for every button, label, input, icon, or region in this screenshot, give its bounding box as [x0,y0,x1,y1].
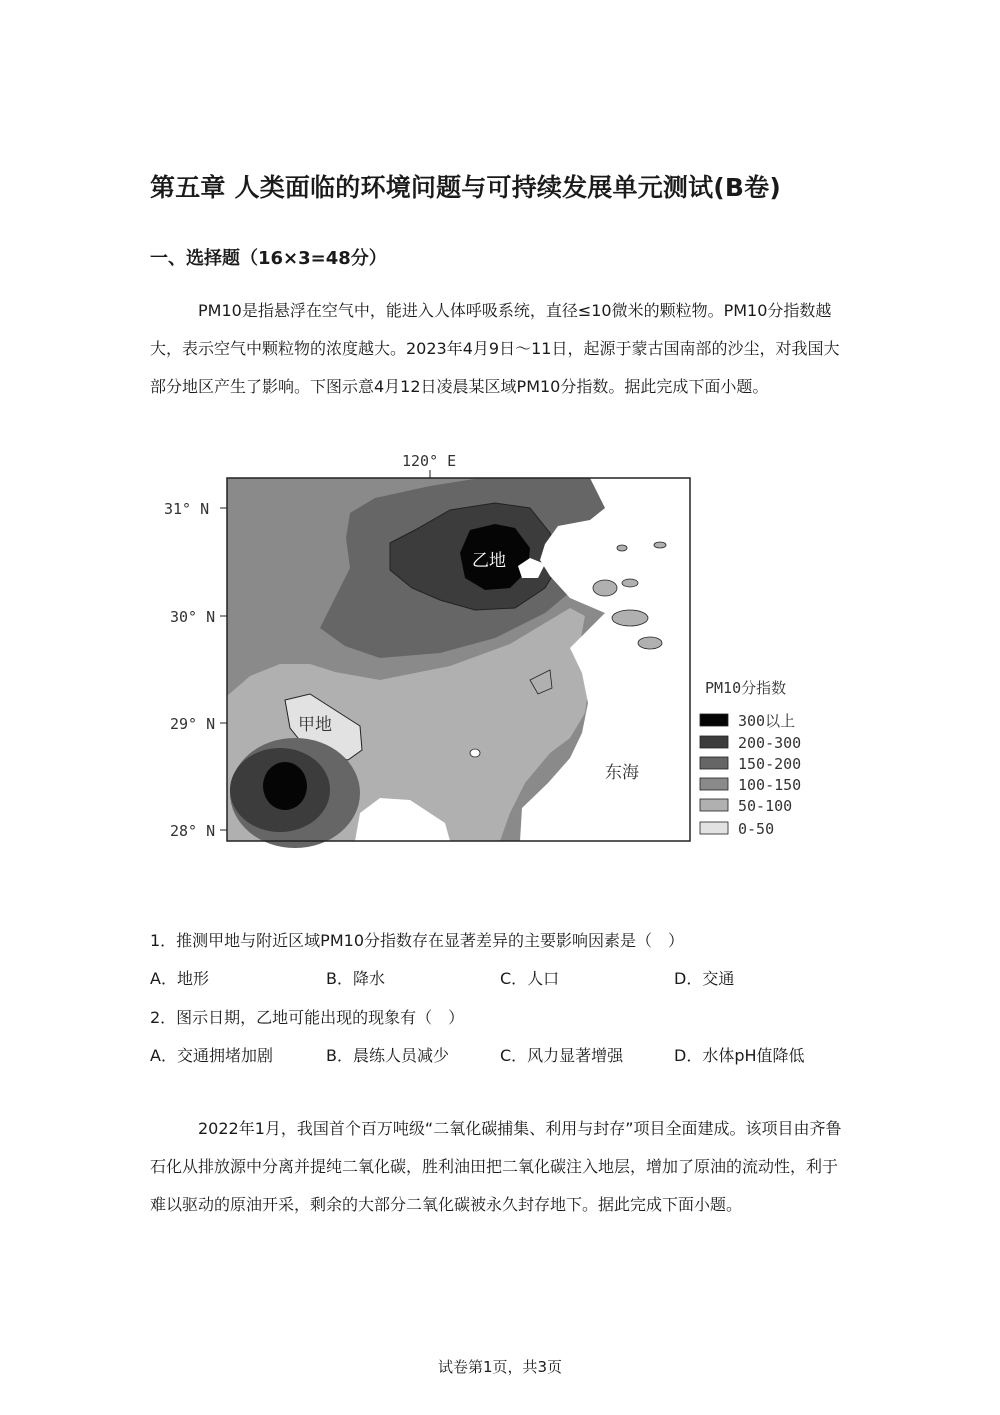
sw-core-300 [263,762,307,810]
question-2-options [150,1043,850,1067]
place-label-jia: 甲地 [298,715,332,735]
option-b[interactable]: B．降水 [326,969,385,988]
place-label-sea: 东海 [605,763,639,783]
legend-item-label: 200-300 [738,734,802,752]
legend-item-label: 150-200 [738,755,802,773]
legend-item-label: 300以上 [738,712,796,730]
option-d[interactable]: D．交通 [674,969,735,988]
option-a[interactable]: A．地形 [150,969,209,988]
latitude-label-28: 28° N [170,822,216,840]
legend-item-label: 100-150 [738,776,802,794]
latitude-label-30: 30° N [170,608,216,626]
passage-2-text: 2022年1月，我国首个百万吨级“二氧化碳捕集、利用与封存”项目全面建成。该项目由齐鲁石化从排放源中分离并提纯二氧化碳，胜利油田把二氧化碳注入地层，增加了原油的流动性，利于难以驱动的原油开采，剩余的大部分二氧化碳被永久封存地下。据此完成下面小题。 [150,1119,842,1214]
pm10-map [150,448,840,848]
legend-item-label: 50-100 [738,797,793,815]
legend-title: PM10分指数 [705,679,787,697]
option-c[interactable]: C．人口 [500,969,560,988]
page-footer: 试卷第1页，共3页 [437,1358,563,1376]
latitude-label-31: 31° N [164,500,210,518]
question-2-stem: 2．图示日期，乙地可能出现的现象有（ ） [150,1008,465,1027]
legend [700,712,801,838]
passage-2 [150,1110,844,1224]
option-d[interactable]: D．水体pH值降低 [674,1046,805,1065]
question-1-options [150,966,850,990]
option-c[interactable]: C．风力显著增强 [500,1046,624,1065]
passage-1-text: PM10是指悬浮在空气中，能进入人体呼吸系统，直径≤10微米的颗粒物。PM10分指数越大，表示空气中颗粒物的浓度越大。2023年4月9日～11日，起源于蒙古国南部的沙尘，对我国大部分地区产生了影响。下图示意4月12日凌晨某区域PM10分指数。据此完成下面小题。 [150,301,840,396]
legend-item-label: 0-50 [738,820,775,838]
latitude-label-29: 29° N [170,715,216,733]
question-1-stem: 1．推测甲地与附近区域PM10分指数存在显著差异的主要影响因素是（ ） [150,931,684,950]
section-heading: 一、选择题（16×3=48分） [150,248,387,269]
passage-1 [150,292,844,406]
place-label-yi: 乙地 [472,551,506,571]
page-title: 第五章 人类面临的环境问题与可持续发展单元测试(B卷) [150,173,782,202]
option-b[interactable]: B．晨练人员减少 [326,1046,449,1065]
longitude-label: 120° E [402,452,457,470]
option-a[interactable]: A．交通拥堵加剧 [150,1046,273,1065]
